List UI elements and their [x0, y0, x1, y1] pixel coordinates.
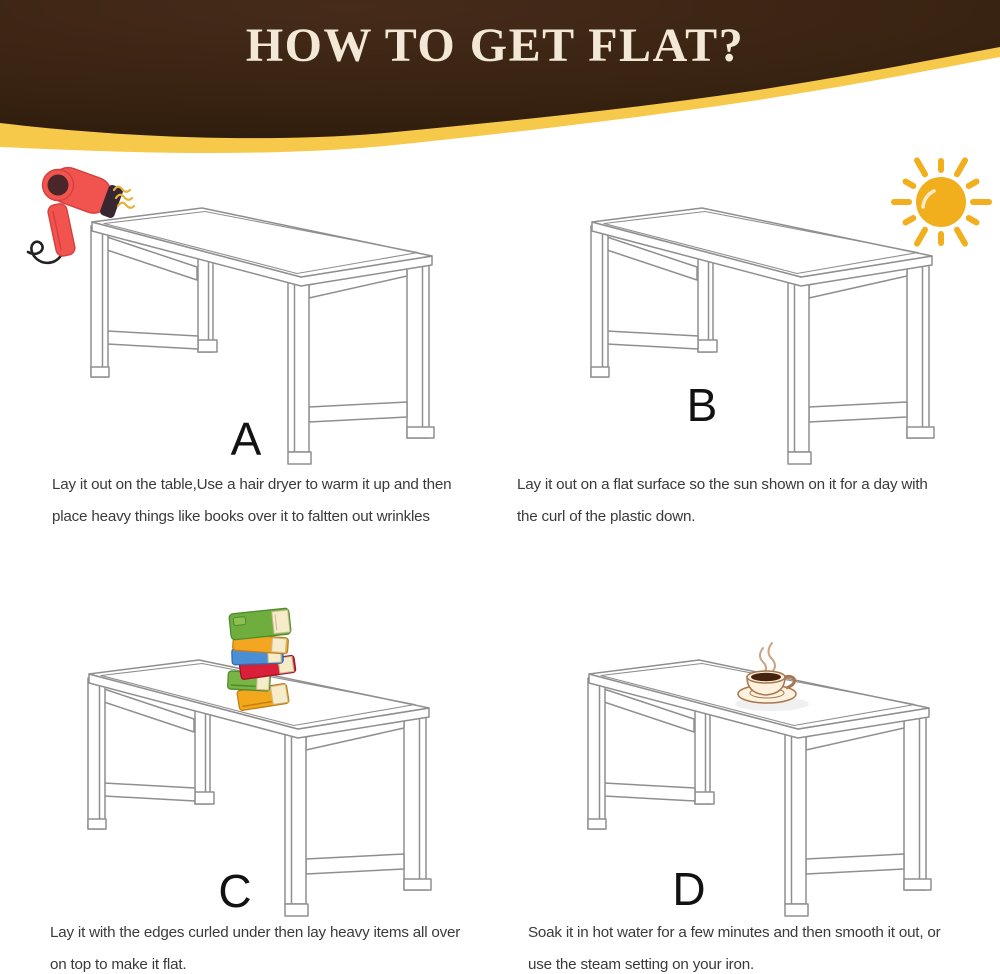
description-line: on top to make it flat. — [50, 956, 187, 974]
page-title: HOW TO GET FLAT? — [245, 19, 745, 72]
description-line: use the steam setting on your iron. — [528, 956, 755, 974]
method-label-d: D — [672, 863, 706, 915]
description-line: Soak it in hot water for a few minutes and then smooth it out, or — [528, 924, 941, 942]
books-stack-icon — [215, 598, 310, 718]
steam-icon — [760, 643, 775, 674]
method-description-b — [517, 469, 928, 533]
method-description-a — [52, 469, 451, 533]
method-label-a: A — [230, 413, 262, 465]
description-line: place heavy things like books over it to faltten out wrinkles — [52, 508, 430, 526]
coffee-cup-icon — [725, 638, 825, 733]
method-description-c — [50, 917, 460, 974]
description-line: the curl of the plastic down. — [517, 508, 696, 526]
description-line: Lay it out on the table,Use a hair dryer to warm it up and then — [52, 476, 452, 494]
method-description-d — [528, 917, 940, 974]
description-line: Lay it with the edges curled under then lay heavy items all over — [50, 924, 461, 942]
method-label-c: C — [218, 865, 252, 917]
method-label-b: B — [686, 379, 718, 431]
hair-dryer-icon — [10, 158, 140, 270]
sun-icon — [885, 150, 1000, 255]
description-line: Lay it out on a flat surface so the sun shown on it for a day with — [517, 476, 928, 494]
